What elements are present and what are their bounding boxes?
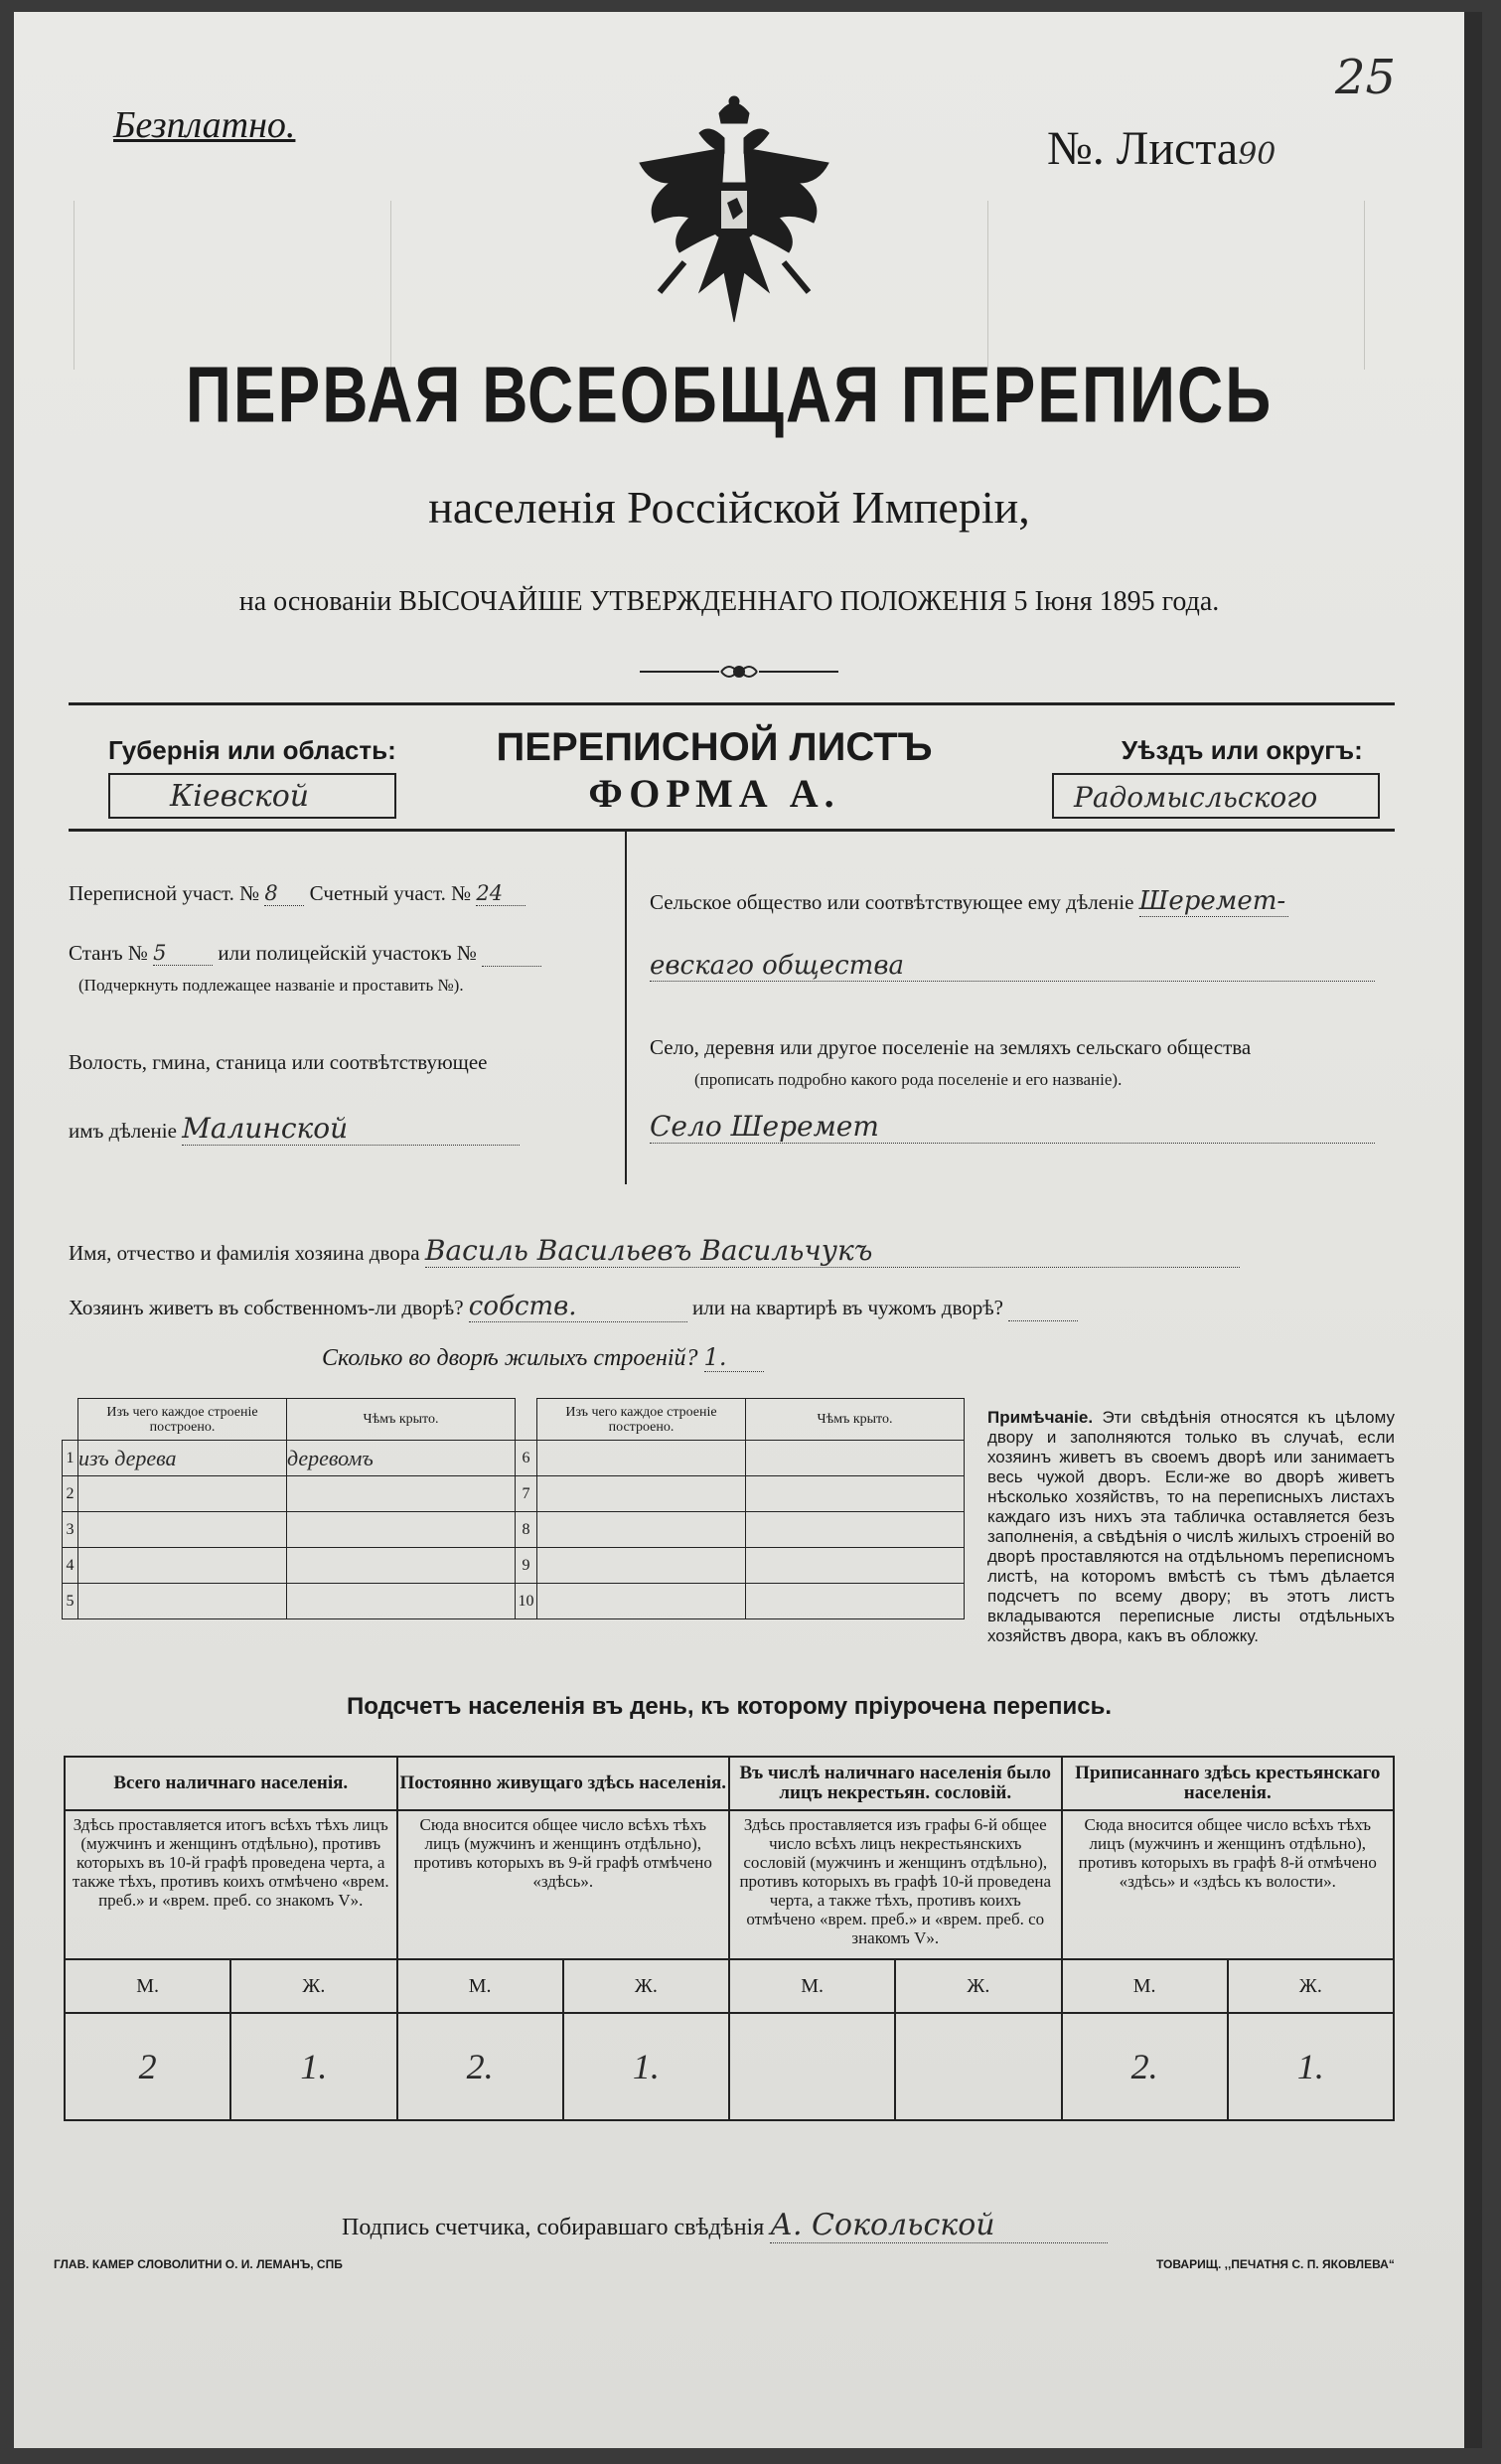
owner-lives-label: Хозяинъ живетъ въ собственномъ-ли дворѣ? [69,1296,464,1319]
female-label: Ж. [230,1959,396,2013]
row-number: 3 [63,1512,78,1548]
row-number: 5 [63,1584,78,1619]
signature-row [342,2208,1108,2243]
county-label: Уѣздъ или округъ: [1122,735,1363,765]
table-row [63,1512,965,1548]
society-row-2 [650,951,1375,982]
summary-col-3-desc: Здѣсь проставляется изъ графы 6-й общее число всѣхъ лицъ некрестьянскихъ сословій (мужчинъ и женщинъ отдѣльно), противъ которыхъ въ графѣ 10-й проведена черта, а также тѣхъ, противъ коихъ отмѣчено «врем. преб.» и «врем. преб. со знакомъ V». [729,1810,1062,1959]
legal-basis: на основаніи ВЫСОЧАЙШЕ УТВЕРЖДЕННАГО ПОЛОЖЕНІЯ 5 Іюня 1895 года. [238,586,1220,617]
volost-label-1: Волость, гмина, станица или соотвѣтствующее [69,1050,488,1074]
summary-col-4-female: 1. [1228,2013,1394,2120]
volost-label-2: имъ дѣленіе [69,1119,177,1143]
society-row [650,886,1288,917]
row-number: 7 [516,1476,537,1512]
houses-label: Сколько во дворѣ жилыхъ строеній? [322,1345,698,1371]
county-field [1052,773,1380,819]
society-value-1: Шеремет- [1139,886,1288,917]
buildings-table [62,1398,965,1619]
census-section-value: 8 [264,881,304,906]
row-number: 4 [63,1548,78,1584]
province-value: Кіевской [170,779,310,814]
form-title [426,725,1002,817]
table-row [63,1441,965,1476]
male-label: М. [397,1959,563,2013]
underline-note: (Подчеркнуть подлежащее названіе и проставить №). [78,976,464,995]
count-section-value: 24 [476,881,525,906]
note-text: Эти свѣдѣнія относятся къ цѣлому двору и заполняются только въ случаѣ, если хозяинъ живетъ въ своемъ дворѣ или занимаетъ весь чужой дворъ. Если-же во дворѣ живетъ нѣсколько хозяйствъ, то на переписныхъ листахъ каждаго изъ нихъ эта табличка оставляется безъ заполненія, а свѣдѣнія о числѣ жилыхъ строеній во дворѣ проставляются на отдѣльномъ переписномъ листѣ, на которомъ вмѣстѣ съ тѣмъ дѣлается подсчетъ по всему двору; въ этотъ листъ вкладываются переписные листы отдѣльныхъ хозяйствъ двора, какъ въ обложку. [987,1408,1395,1645]
summary-col-3-female [895,2013,1061,2120]
row-number: 2 [63,1476,78,1512]
village-label: Село, деревня или другое поселеніе на земляхъ сельскаго общества [650,1035,1252,1059]
village-row [650,1110,1375,1144]
sheet-number-label: №. Листа [1047,122,1239,175]
summary-col-3-male [729,2013,895,2120]
footer-right: ТОВАРИЩ. ,,ПЕЧАТНЯ С. П. ЯКОВЛЕВА“ [1156,2257,1395,2271]
stan-row [69,941,541,967]
police-label: или полицейскій участокъ № [218,941,477,965]
row-number: 10 [516,1584,537,1619]
ornament-divider-icon [640,662,838,682]
census-section-row [69,881,525,906]
free-of-charge-label: Безплатно. [113,104,296,146]
bleed-through-columns [74,201,391,370]
imperial-eagle-icon [630,93,838,332]
district-divider [625,832,627,1184]
summary-title: Подсчетъ населенія въ день, къ которому пріурочена перепись. [347,1693,1112,1720]
stan-value: 5 [153,941,213,966]
summary-col-2-female: 1. [563,2013,729,2120]
summary-col-2-desc: Сюда вносится общее число всѣхъ тѣхъ лицъ (мужчинъ и женщинъ отдѣльно), противъ которыхъ въ 9-й графѣ отмѣчено «здѣсь». [397,1810,730,1959]
col-roof-right: Чѣмъ крыто. [746,1399,965,1441]
summary-col-1-female: 1. [230,2013,396,2120]
census-sheet [14,12,1482,2448]
buildings-note [987,1408,1395,1646]
row-roof: деревомъ [287,1441,516,1476]
village-note: (прописать подробно какого рода поселеніе и его названіе). [694,1070,1123,1089]
volost-value: Малинской [182,1112,520,1146]
owner-name-value: Василь Васильевъ Васильчукъ [425,1234,1240,1268]
col-material: Изъ чего каждое строеніе построено. [78,1399,287,1441]
female-label: Ж. [895,1959,1061,2013]
male-label: М. [65,1959,230,2013]
table-row [63,1584,965,1619]
page-title: ПЕРВАЯ ВСЕОБЩАЯ ПЕРЕПИСЬ [185,350,1274,439]
province-field [108,773,396,819]
scan-edge [1464,12,1482,2448]
summary-col-2-head: Постоянно живущаго здѣсь населенія. [397,1757,730,1810]
owner-name-row [69,1234,1240,1268]
society-value-2: евскаго общества [650,951,1375,982]
summary-col-2-male: 2. [397,2013,563,2120]
row-number: 1 [63,1441,78,1476]
page-number: 25 [1335,50,1397,105]
summary-table [64,1756,1395,2121]
footer-left: ГЛАВ. КАМЕР СЛОВОЛИТНИ О. И. ЛЕМАНЪ, СПБ [54,2257,343,2271]
summary-col-4-male: 2. [1062,2013,1228,2120]
form-title-line1: ПЕРЕПИСНОЙ ЛИСТЪ [496,725,933,769]
summary-col-1-male: 2 [65,2013,230,2120]
summary-col-1-head: Всего наличнаго населенія. [65,1757,397,1810]
owner-name-label: Имя, отчество и фамилія хозяина двора [69,1241,420,1265]
row-number: 8 [516,1512,537,1548]
col-roof: Чѣмъ крыто. [287,1399,516,1441]
owner-rent-label: или на квартирѣ въ чужомъ дворѣ? [692,1296,1003,1319]
bleed-through-table [987,201,1365,370]
form-header-row [69,702,1395,832]
census-section-label: Переписной участ. № [69,881,260,905]
society-label: Сельское общество или соотвѣтствующее ему дѣленіе [650,890,1134,914]
signature-value: А. Сокольской [770,2208,1108,2243]
form-title-line2: ФОРМА А. [588,771,840,816]
houses-value: 1. [704,1343,764,1372]
female-label: Ж. [563,1959,729,2013]
male-label: М. [729,1959,895,2013]
count-section-label: Счетный участ. № [309,881,472,905]
row-number: 9 [516,1548,537,1584]
page-subtitle: населенія Россійской Имперіи, [428,482,1030,533]
summary-col-3-head: Въ числѣ наличнаго населенія было лицъ некрестьян. сословій. [729,1757,1062,1810]
sheet-number [1047,121,1276,176]
table-row [63,1548,965,1584]
row-number: 6 [516,1441,537,1476]
row-material: изъ дерева [78,1441,287,1476]
volost-row [69,1112,520,1146]
note-title: Примѣчаніе. [987,1408,1094,1427]
province-label: Губернія или область: [108,735,396,765]
village-value: Село Шеремет [650,1110,1375,1144]
col-material-right: Изъ чего каждое строеніе построено. [537,1399,746,1441]
houses-question [322,1343,764,1372]
owner-lives-value: собств. [469,1292,687,1322]
summary-col-4-head: Приписаннаго здѣсь крестьянскаго населенія. [1062,1757,1395,1810]
table-row [63,1476,965,1512]
sheet-number-value: 90 [1238,137,1276,172]
district-section [69,832,1395,1184]
summary-col-1-desc: Здѣсь проставляется итогъ всѣхъ тѣхъ лицъ (мужчинъ и женщинъ отдѣльно), противъ которыхъ въ 10-й графѣ проведена черта, а также тѣхъ, противъ коихъ отмѣчено «врем. преб.» и «врем. преб. со знакомъ V». [65,1810,397,1959]
signature-label: Подпись счетчика, собиравшаго свѣдѣнія [342,2215,765,2240]
county-value: Радомысльского [1074,781,1318,814]
summary-col-4-desc: Сюда вносится общее число всѣхъ тѣхъ лицъ (мужчинъ и женщинъ отдѣльно), противъ которыхъ въ графѣ 8-й отмѣчено «здѣсь» и «здѣсь къ волости». [1062,1810,1395,1959]
male-label: М. [1062,1959,1228,2013]
stan-label: Станъ № [69,941,148,965]
owner-lives-row [69,1292,1078,1322]
female-label: Ж. [1228,1959,1394,2013]
